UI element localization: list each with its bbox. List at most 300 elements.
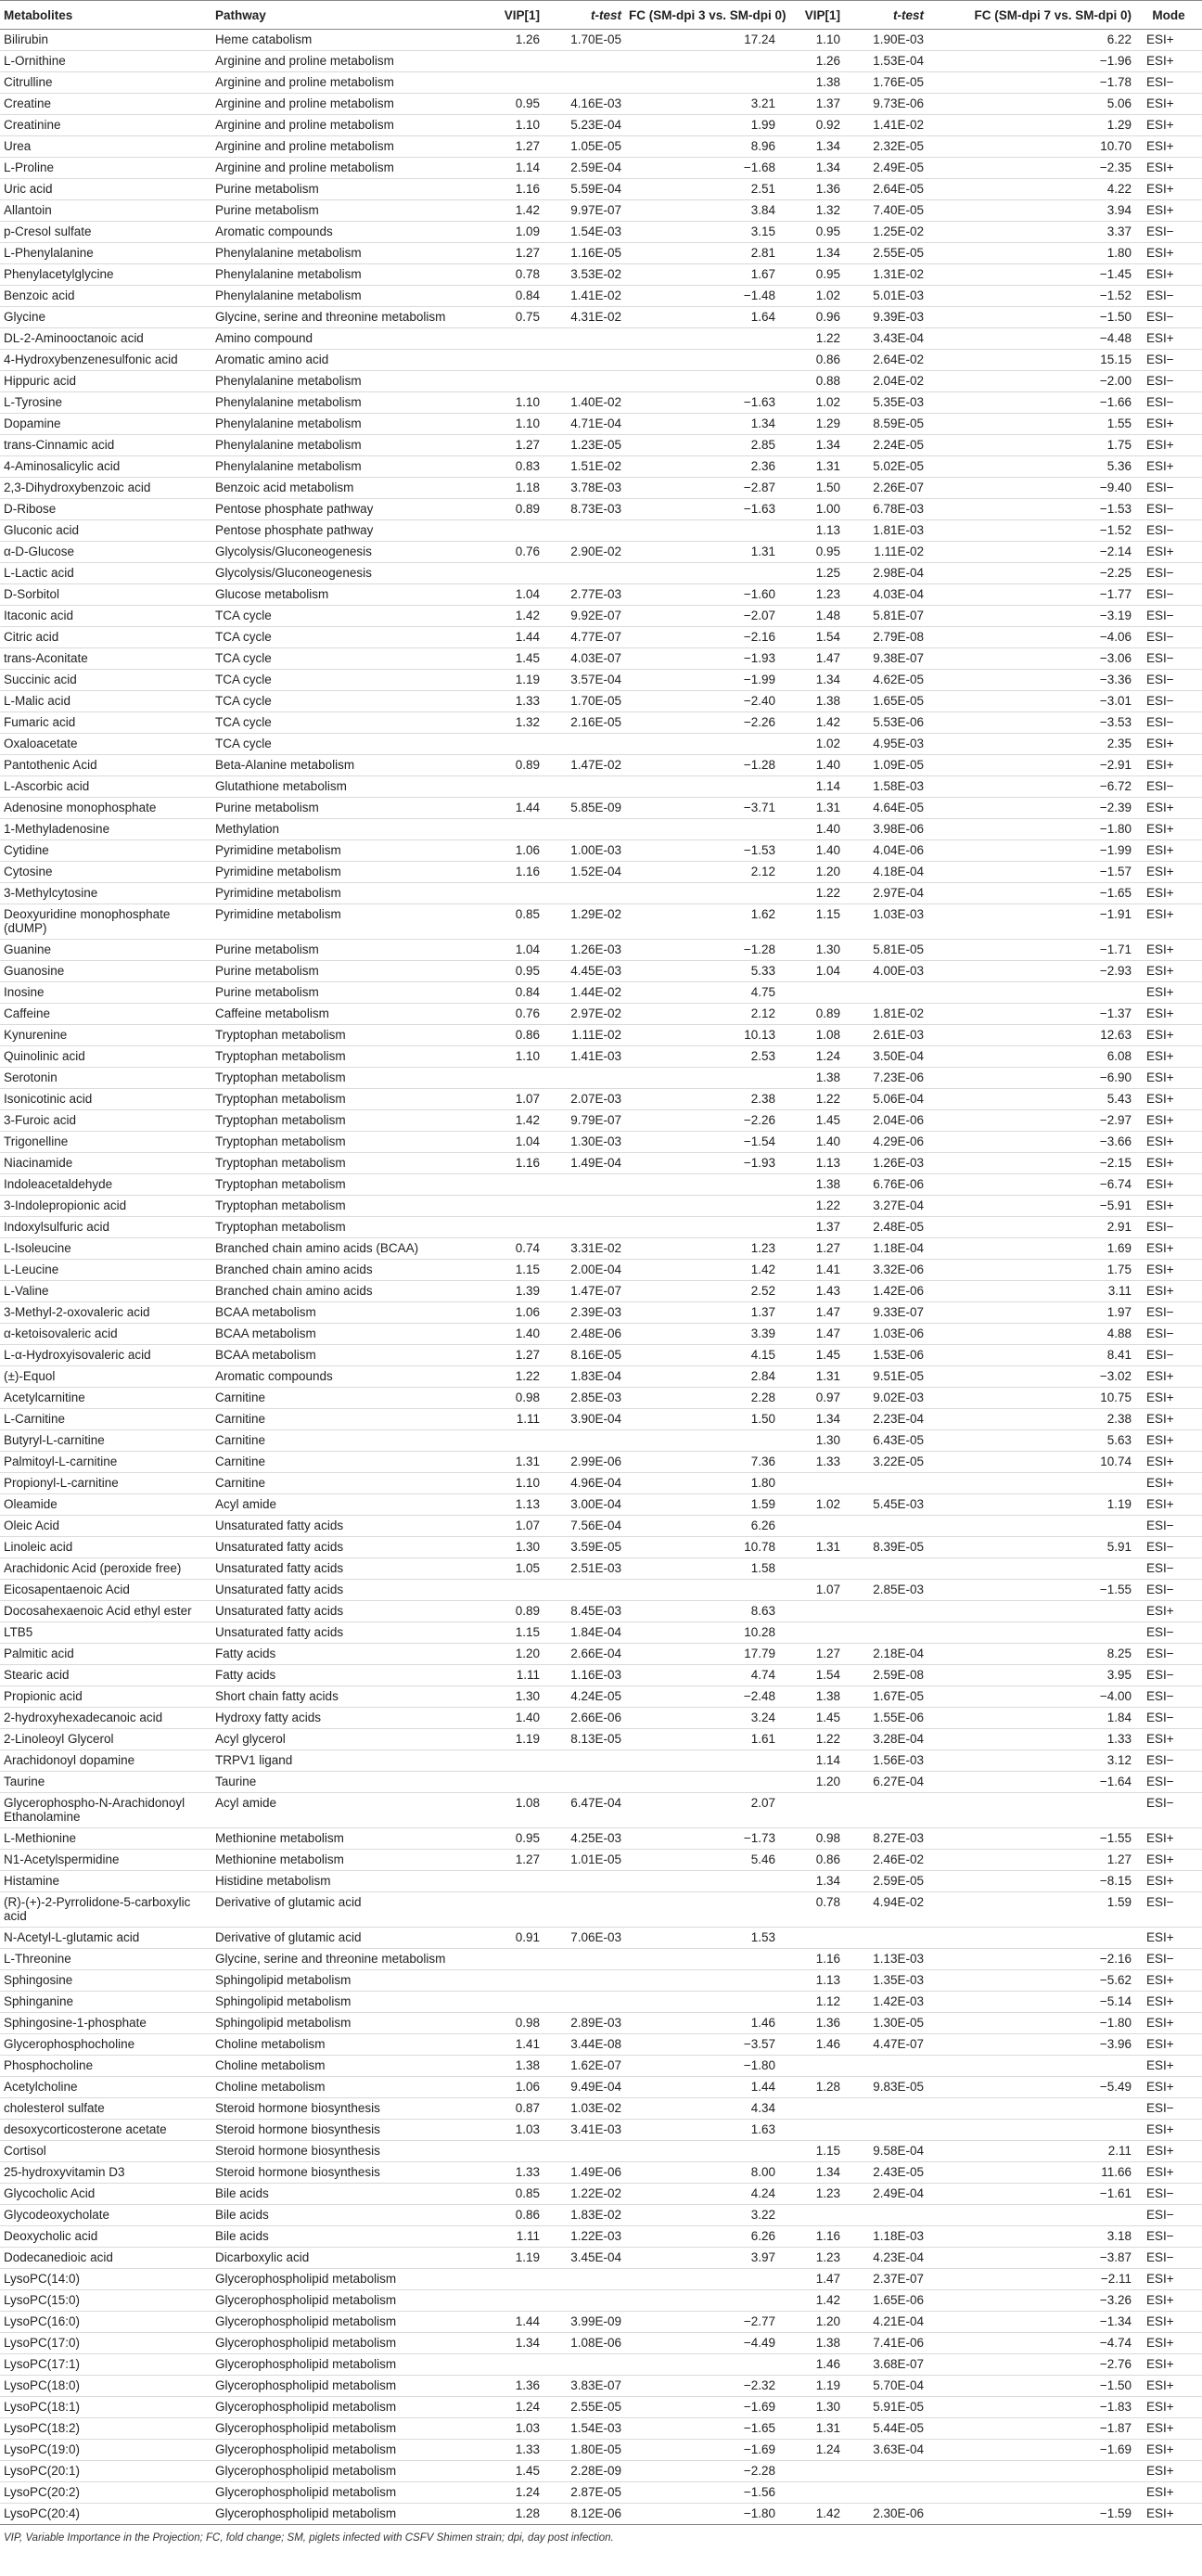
metabolite-cell: LysoPC(19:0) <box>0 2440 211 2461</box>
fc-dpi3-cell <box>625 1949 779 1970</box>
t-test-dpi7-cell: 1.67E-05 <box>844 1686 927 1708</box>
table-row <box>0 307 1202 328</box>
t-test-dpi3-cell: 3.83E-07 <box>543 2376 625 2397</box>
vip-dpi3-cell: 1.10 <box>469 115 543 136</box>
pathway-cell: Phenylalanine metabolism <box>211 371 469 392</box>
t-test-dpi7-cell <box>844 2098 927 2120</box>
table-row <box>0 1892 1202 1928</box>
fc-dpi7-cell: 10.70 <box>927 136 1135 158</box>
fc-dpi7-cell: −1.61 <box>927 2184 1135 2205</box>
vip-dpi3-cell: 1.04 <box>469 940 543 961</box>
vip-dpi3-cell <box>469 371 543 392</box>
vip-dpi3-cell: 1.16 <box>469 862 543 883</box>
pathway-cell: Taurine <box>211 1772 469 1793</box>
vip-dpi7-cell: 1.31 <box>779 456 844 478</box>
fc-dpi3-cell <box>625 734 779 755</box>
metabolite-cell: L-Valine <box>0 1281 211 1302</box>
t-test-dpi7-cell: 1.03E-03 <box>844 904 927 940</box>
vip-dpi3-cell: 1.34 <box>469 2333 543 2354</box>
t-test-dpi7-cell: 3.50E-04 <box>844 1046 927 1068</box>
vip-dpi3-cell: 1.45 <box>469 648 543 670</box>
metabolite-cell: Palmitic acid <box>0 1644 211 1665</box>
metabolite-cell: Bilirubin <box>0 30 211 51</box>
t-test-dpi7-cell: 3.63E-04 <box>844 2440 927 2461</box>
t-test-dpi3-cell: 2.55E-05 <box>543 2397 625 2418</box>
vip-dpi3-cell <box>469 2141 543 2162</box>
vip-dpi3-cell <box>469 1217 543 1238</box>
table-row <box>0 2397 1202 2418</box>
fc-dpi3-cell: 3.22 <box>625 2205 779 2226</box>
table-row <box>0 1324 1202 1345</box>
table-row <box>0 691 1202 712</box>
fc-dpi7-cell: 1.27 <box>927 1850 1135 1871</box>
vip-dpi7-cell: 0.89 <box>779 1004 844 1025</box>
vip-dpi7-cell: 1.10 <box>779 30 844 51</box>
pathway-cell: Sphingolipid metabolism <box>211 1970 469 1992</box>
vip-dpi3-cell: 1.33 <box>469 691 543 712</box>
fc-dpi3-cell: 10.78 <box>625 1537 779 1558</box>
table-row <box>0 2440 1202 2461</box>
vip-dpi7-cell: 0.96 <box>779 307 844 328</box>
mode-cell: ESI+ <box>1135 1388 1202 1409</box>
metabolite-cell: DL-2-Aminooctanoic acid <box>0 328 211 350</box>
vip-dpi7-cell: 1.22 <box>779 883 844 904</box>
table-row <box>0 648 1202 670</box>
table-row <box>0 1110 1202 1132</box>
t-test-dpi3-cell: 1.83E-04 <box>543 1366 625 1388</box>
fc-dpi3-cell <box>625 1580 779 1601</box>
t-test-dpi3-cell: 8.16E-05 <box>543 1345 625 1366</box>
t-test-dpi7-cell: 2.04E-02 <box>844 371 927 392</box>
fc-dpi7-cell: 4.88 <box>927 1324 1135 1345</box>
t-test-dpi3-cell: 3.78E-03 <box>543 478 625 499</box>
vip-dpi7-cell: 1.54 <box>779 627 844 648</box>
pathway-cell: Derivative of glutamic acid <box>211 1928 469 1949</box>
t-test-dpi3-cell <box>543 819 625 840</box>
fc-dpi3-cell <box>625 1871 779 1892</box>
t-test-dpi3-cell: 1.47E-07 <box>543 1281 625 1302</box>
fc-dpi7-cell: −1.69 <box>927 2440 1135 2461</box>
pathway-cell: Purine metabolism <box>211 940 469 961</box>
t-test-dpi3-cell: 1.80E-05 <box>543 2440 625 2461</box>
mode-cell: ESI− <box>1135 2184 1202 2205</box>
fc-dpi7-cell: −1.45 <box>927 264 1135 286</box>
metabolite-cell: Gluconic acid <box>0 520 211 542</box>
t-test-dpi3-cell: 2.66E-04 <box>543 1644 625 1665</box>
mode-cell: ESI− <box>1135 1302 1202 1324</box>
table-row <box>0 499 1202 520</box>
mode-cell: ESI+ <box>1135 1153 1202 1174</box>
pathway-cell: Tryptophan metabolism <box>211 1132 469 1153</box>
fc-dpi3-cell <box>625 1750 779 1772</box>
fc-dpi7-cell: −1.99 <box>927 840 1135 862</box>
metabolite-cell: L-Malic acid <box>0 691 211 712</box>
metabolite-cell: α-ketoisovaleric acid <box>0 1324 211 1345</box>
vip-dpi3-cell: 1.31 <box>469 1452 543 1473</box>
vip-dpi3-cell <box>469 328 543 350</box>
t-test-dpi7-cell: 4.04E-06 <box>844 840 927 862</box>
t-test-dpi7-cell <box>844 1793 927 1828</box>
vip-dpi3-cell: 1.06 <box>469 2077 543 2098</box>
pathway-cell: Choline metabolism <box>211 2056 469 2077</box>
vip-dpi3-cell: 0.91 <box>469 1928 543 1949</box>
mode-cell: ESI− <box>1135 1622 1202 1644</box>
fc-dpi3-cell: 1.37 <box>625 1302 779 1324</box>
vip-dpi7-cell: 1.40 <box>779 819 844 840</box>
vip-dpi7-cell <box>779 1601 844 1622</box>
fc-dpi7-cell <box>927 2205 1135 2226</box>
table-row <box>0 961 1202 982</box>
pathway-cell: Acyl amide <box>211 1494 469 1516</box>
fc-dpi7-cell: 2.11 <box>927 2141 1135 2162</box>
t-test-dpi7-cell: 5.45E-03 <box>844 1494 927 1516</box>
t-test-dpi3-cell: 2.51E-03 <box>543 1558 625 1580</box>
metabolite-cell: Phosphocholine <box>0 2056 211 2077</box>
pathway-cell: Glucose metabolism <box>211 584 469 606</box>
fc-dpi3-cell: 3.84 <box>625 200 779 222</box>
table-row <box>0 2461 1202 2482</box>
t-test-dpi7-cell: 5.53E-06 <box>844 712 927 734</box>
t-test-dpi3-cell <box>543 734 625 755</box>
metabolite-cell: 2-hydroxyhexadecanoic acid <box>0 1708 211 1729</box>
vip-dpi3-cell: 0.83 <box>469 456 543 478</box>
fc-dpi7-cell: −2.76 <box>927 2354 1135 2376</box>
pathway-cell: Pyrimidine metabolism <box>211 840 469 862</box>
table-row <box>0 2376 1202 2397</box>
fc-dpi3-cell: 1.80 <box>625 1473 779 1494</box>
pathway-cell: TCA cycle <box>211 712 469 734</box>
table-row <box>0 1452 1202 1473</box>
vip-dpi7-cell: 1.34 <box>779 243 844 264</box>
fc-dpi7-cell: −3.36 <box>927 670 1135 691</box>
t-test-dpi3-cell: 3.31E-02 <box>543 1238 625 1260</box>
fc-dpi3-cell: 8.00 <box>625 2162 779 2184</box>
metabolite-cell: Arachidonic Acid (peroxide free) <box>0 1558 211 1580</box>
vip-dpi3-cell: 1.45 <box>469 2461 543 2482</box>
metabolite-cell: Glycodeoxycholate <box>0 2205 211 2226</box>
metabolite-cell: LysoPC(20:2) <box>0 2482 211 2504</box>
fc-dpi7-cell: −3.66 <box>927 1132 1135 1153</box>
t-test-dpi3-cell: 1.49E-04 <box>543 1153 625 1174</box>
vip-dpi3-cell: 1.03 <box>469 2418 543 2440</box>
fc-dpi7-cell: 3.94 <box>927 200 1135 222</box>
table-row <box>0 115 1202 136</box>
pathway-cell: Pentose phosphate pathway <box>211 520 469 542</box>
mode-cell: ESI+ <box>1135 1729 1202 1750</box>
t-test-dpi7-cell: 8.27E-03 <box>844 1828 927 1850</box>
fc-dpi7-cell <box>927 1793 1135 1828</box>
vip-dpi7-cell: 1.45 <box>779 1110 844 1132</box>
t-test-dpi3-cell: 2.59E-04 <box>543 158 625 179</box>
vip-dpi7-cell: 0.95 <box>779 264 844 286</box>
mode-cell: ESI+ <box>1135 542 1202 563</box>
mode-cell: ESI+ <box>1135 1132 1202 1153</box>
vip-dpi7-cell: 0.78 <box>779 1892 844 1928</box>
pathway-cell: Methylation <box>211 819 469 840</box>
fc-dpi3-cell: −1.69 <box>625 2440 779 2461</box>
t-test-dpi7-cell: 6.78E-03 <box>844 499 927 520</box>
pathway-cell: Steroid hormone biosynthesis <box>211 2098 469 2120</box>
mode-cell: ESI− <box>1135 2248 1202 2269</box>
mode-cell: ESI+ <box>1135 1046 1202 1068</box>
fc-dpi7-cell: 1.33 <box>927 1729 1135 1750</box>
t-test-dpi7-cell <box>844 2056 927 2077</box>
fc-dpi3-cell: 1.64 <box>625 307 779 328</box>
metabolite-cell: L-Lactic acid <box>0 563 211 584</box>
t-test-dpi7-cell: 2.24E-05 <box>844 435 927 456</box>
metabolite-cell: Hippuric acid <box>0 371 211 392</box>
metabolite-cell: Sphinganine <box>0 1992 211 2013</box>
vip-dpi3-cell: 1.40 <box>469 1708 543 1729</box>
pathway-cell: Steroid hormone biosynthesis <box>211 2120 469 2141</box>
t-test-dpi7-cell: 9.83E-05 <box>844 2077 927 2098</box>
metabolite-cell: desoxycorticosterone acetate <box>0 2120 211 2141</box>
fc-dpi7-cell: −4.06 <box>927 627 1135 648</box>
vip-dpi3-cell: 1.22 <box>469 1366 543 1388</box>
fc-dpi7-cell <box>927 2482 1135 2504</box>
mode-cell: ESI+ <box>1135 862 1202 883</box>
t-test-dpi3-cell: 4.71E-04 <box>543 414 625 435</box>
fc-dpi7-cell: −1.52 <box>927 286 1135 307</box>
metabolite-cell: trans-Aconitate <box>0 648 211 670</box>
fc-dpi7-cell: 12.63 <box>927 1025 1135 1046</box>
vip-dpi7-cell: 0.86 <box>779 1850 844 1871</box>
table-row <box>0 1970 1202 1992</box>
vip-dpi7-cell: 1.47 <box>779 648 844 670</box>
mode-cell: ESI+ <box>1135 1928 1202 1949</box>
fc-dpi7-cell <box>927 1516 1135 1537</box>
fc-dpi3-cell: 5.33 <box>625 961 779 982</box>
mode-cell: ESI+ <box>1135 982 1202 1004</box>
t-test-dpi7-cell: 1.18E-03 <box>844 2226 927 2248</box>
fc-dpi7-cell <box>927 1601 1135 1622</box>
vip-dpi3-cell: 1.44 <box>469 2312 543 2333</box>
table-footnote: VIP, Variable Importance in the Projection; FC, fold change; SM, piglets infected with CSFV Shimen strain; dpi, day post infection. <box>4 2532 614 2544</box>
table-row <box>0 542 1202 563</box>
fc-dpi7-cell: −2.16 <box>927 1949 1135 1970</box>
mode-cell: ESI+ <box>1135 1110 1202 1132</box>
fc-dpi3-cell <box>625 350 779 371</box>
vip-dpi7-cell: 1.34 <box>779 435 844 456</box>
vip-dpi3-cell: 1.42 <box>469 200 543 222</box>
fc-dpi3-cell <box>625 1174 779 1196</box>
t-test-dpi3-cell: 4.96E-04 <box>543 1473 625 1494</box>
t-test-dpi3-cell: 4.45E-03 <box>543 961 625 982</box>
metabolite-cell: α-D-Glucose <box>0 542 211 563</box>
t-test-dpi3-cell: 1.05E-05 <box>543 136 625 158</box>
fc-dpi3-cell: 6.26 <box>625 1516 779 1537</box>
metabolite-cell: L-α-Hydroxyisovaleric acid <box>0 1345 211 1366</box>
fc-dpi7-cell: −1.52 <box>927 520 1135 542</box>
fc-dpi7-cell: 5.06 <box>927 94 1135 115</box>
pathway-cell: Glycerophospholipid metabolism <box>211 2482 469 2504</box>
vip-dpi3-cell: 1.27 <box>469 1345 543 1366</box>
fc-dpi3-cell: 2.53 <box>625 1046 779 1068</box>
metabolite-cell: Glycocholic Acid <box>0 2184 211 2205</box>
pathway-cell: Tryptophan metabolism <box>211 1025 469 1046</box>
fc-dpi7-cell: −4.48 <box>927 328 1135 350</box>
fc-dpi7-cell: −3.26 <box>927 2290 1135 2312</box>
fc-dpi3-cell: −1.28 <box>625 940 779 961</box>
table-row <box>0 2056 1202 2077</box>
mode-cell: ESI+ <box>1135 456 1202 478</box>
table-row <box>0 1850 1202 1871</box>
vip-dpi3-cell <box>469 1750 543 1772</box>
fc-dpi7-cell: −1.83 <box>927 2397 1135 2418</box>
pathway-cell: Bile acids <box>211 2205 469 2226</box>
table-row <box>0 2504 1202 2525</box>
mode-cell: ESI− <box>1135 478 1202 499</box>
fc-dpi3-cell: −3.71 <box>625 798 779 819</box>
mode-cell: ESI+ <box>1135 2120 1202 2141</box>
metabolite-cell: Adenosine monophosphate <box>0 798 211 819</box>
t-test-dpi7-cell: 1.03E-06 <box>844 1324 927 1345</box>
mode-cell: ESI+ <box>1135 2333 1202 2354</box>
fc-dpi7-cell: −3.01 <box>927 691 1135 712</box>
t-test-dpi7-cell: 1.56E-03 <box>844 1750 927 1772</box>
t-test-dpi7-cell: 2.97E-04 <box>844 883 927 904</box>
table-row <box>0 776 1202 798</box>
table-row <box>0 1281 1202 1302</box>
fc-dpi3-cell: −1.53 <box>625 840 779 862</box>
fc-dpi3-cell <box>625 1430 779 1452</box>
vip-dpi3-cell <box>469 2354 543 2376</box>
t-test-dpi7-cell <box>844 982 927 1004</box>
pathway-cell: Arginine and proline metabolism <box>211 158 469 179</box>
mode-cell: ESI+ <box>1135 1238 1202 1260</box>
mode-cell: ESI− <box>1135 1949 1202 1970</box>
vip-dpi7-cell: 1.24 <box>779 1046 844 1068</box>
t-test-dpi3-cell <box>543 1174 625 1196</box>
mode-cell: ESI+ <box>1135 136 1202 158</box>
table-row <box>0 883 1202 904</box>
t-test-dpi3-cell <box>543 1580 625 1601</box>
pathway-cell: Tryptophan metabolism <box>211 1068 469 1089</box>
t-test-dpi3-cell: 8.12E-06 <box>543 2504 625 2525</box>
vip-dpi3-cell: 1.07 <box>469 1089 543 1110</box>
table-row <box>0 904 1202 940</box>
vip-dpi7-cell: 1.23 <box>779 2184 844 2205</box>
vip-dpi7-cell: 1.25 <box>779 563 844 584</box>
vip-dpi3-cell <box>469 1430 543 1452</box>
mode-cell: ESI+ <box>1135 435 1202 456</box>
t-test-dpi3-cell: 2.90E-02 <box>543 542 625 563</box>
metabolite-cell: 3-Methyl-2-oxovaleric acid <box>0 1302 211 1324</box>
vip-dpi3-cell: 1.38 <box>469 2056 543 2077</box>
mode-cell: ESI− <box>1135 670 1202 691</box>
table-row <box>0 2290 1202 2312</box>
pathway-cell: Phenylalanine metabolism <box>211 264 469 286</box>
mode-cell: ESI− <box>1135 371 1202 392</box>
t-test-dpi3-cell: 2.16E-05 <box>543 712 625 734</box>
mode-cell: ESI+ <box>1135 1004 1202 1025</box>
fc-dpi7-cell: −2.25 <box>927 563 1135 584</box>
t-test-dpi7-cell: 7.40E-05 <box>844 200 927 222</box>
fc-dpi7-cell: −9.40 <box>927 478 1135 499</box>
pathway-cell: Methionine metabolism <box>211 1850 469 1871</box>
fc-dpi7-cell: −2.97 <box>927 1110 1135 1132</box>
table-row <box>0 1068 1202 1089</box>
fc-dpi7-cell: −1.96 <box>927 51 1135 72</box>
t-test-dpi7-cell: 4.23E-04 <box>844 2248 927 2269</box>
t-test-dpi3-cell: 1.00E-03 <box>543 840 625 862</box>
metabolite-cell: Deoxyuridine monophosphate (dUMP) <box>0 904 211 940</box>
pathway-cell: Pyrimidine metabolism <box>211 883 469 904</box>
fc-dpi7-cell: −1.34 <box>927 2312 1135 2333</box>
fc-dpi7-cell: 1.19 <box>927 1494 1135 1516</box>
t-test-dpi7-cell <box>844 1928 927 1949</box>
vip-dpi3-cell: 1.06 <box>469 840 543 862</box>
metabolite-cell: trans-Cinnamic acid <box>0 435 211 456</box>
fc-dpi3-cell: 4.24 <box>625 2184 779 2205</box>
vip-dpi3-cell: 1.03 <box>469 2120 543 2141</box>
table-row <box>0 478 1202 499</box>
table-row <box>0 2141 1202 2162</box>
vip-dpi3-cell: 1.05 <box>469 1558 543 1580</box>
t-test-dpi3-cell: 3.00E-04 <box>543 1494 625 1516</box>
vip-dpi7-cell: 1.38 <box>779 72 844 94</box>
vip-dpi7-cell <box>779 1558 844 1580</box>
t-test-dpi7-cell: 1.42E-03 <box>844 1992 927 2013</box>
vip-dpi7-cell <box>779 2205 844 2226</box>
table-row <box>0 1686 1202 1708</box>
pathway-cell: Short chain fatty acids <box>211 1686 469 1708</box>
mode-cell: ESI+ <box>1135 904 1202 940</box>
metabolite-cell: Niacinamide <box>0 1153 211 1174</box>
t-test-dpi7-cell: 4.64E-05 <box>844 798 927 819</box>
table-row <box>0 2184 1202 2205</box>
metabolite-cell: Linoleic acid <box>0 1537 211 1558</box>
fc-dpi3-cell: 1.46 <box>625 2013 779 2034</box>
vip-dpi7-cell: 0.98 <box>779 1828 844 1850</box>
vip-dpi7-cell <box>779 1928 844 1949</box>
t-test-dpi7-cell <box>844 1601 927 1622</box>
t-test-dpi3-cell <box>543 1949 625 1970</box>
pathway-cell: Glycerophospholipid metabolism <box>211 2333 469 2354</box>
table-header-row <box>0 1 1202 30</box>
t-test-dpi3-cell: 1.84E-04 <box>543 1622 625 1644</box>
pathway-cell: TCA cycle <box>211 606 469 627</box>
table-row <box>0 606 1202 627</box>
metabolite-cell: D-Sorbitol <box>0 584 211 606</box>
fc-dpi3-cell <box>625 371 779 392</box>
t-test-dpi3-cell: 1.16E-03 <box>543 1665 625 1686</box>
t-test-dpi7-cell: 1.30E-05 <box>844 2013 927 2034</box>
fc-dpi7-cell: −5.91 <box>927 1196 1135 1217</box>
mode-cell: ESI+ <box>1135 2269 1202 2290</box>
metabolite-cell: L-Tyrosine <box>0 392 211 414</box>
vip-dpi7-cell: 1.54 <box>779 1665 844 1686</box>
t-test-dpi7-cell: 2.49E-04 <box>844 2184 927 2205</box>
metabolite-cell: Pantothenic Acid <box>0 755 211 776</box>
fc-dpi3-cell: 2.12 <box>625 1004 779 1025</box>
metabolite-cell: Propionyl-L-carnitine <box>0 1473 211 1494</box>
t-test-dpi3-cell: 5.85E-09 <box>543 798 625 819</box>
t-test-dpi7-cell: 2.85E-03 <box>844 1580 927 1601</box>
fc-dpi3-cell: 1.63 <box>625 2120 779 2141</box>
table-row <box>0 584 1202 606</box>
vip-dpi3-cell: 1.10 <box>469 1473 543 1494</box>
mode-cell: ESI+ <box>1135 2056 1202 2077</box>
table-row <box>0 371 1202 392</box>
t-test-dpi3-cell: 3.45E-04 <box>543 2248 625 2269</box>
fc-dpi7-cell: −4.74 <box>927 2333 1135 2354</box>
fc-dpi7-cell: −1.57 <box>927 862 1135 883</box>
vip-dpi3-cell: 1.39 <box>469 1281 543 1302</box>
fc-dpi7-cell: −2.35 <box>927 158 1135 179</box>
pathway-cell: Sphingolipid metabolism <box>211 1992 469 2013</box>
fc-dpi3-cell: 1.42 <box>625 1260 779 1281</box>
